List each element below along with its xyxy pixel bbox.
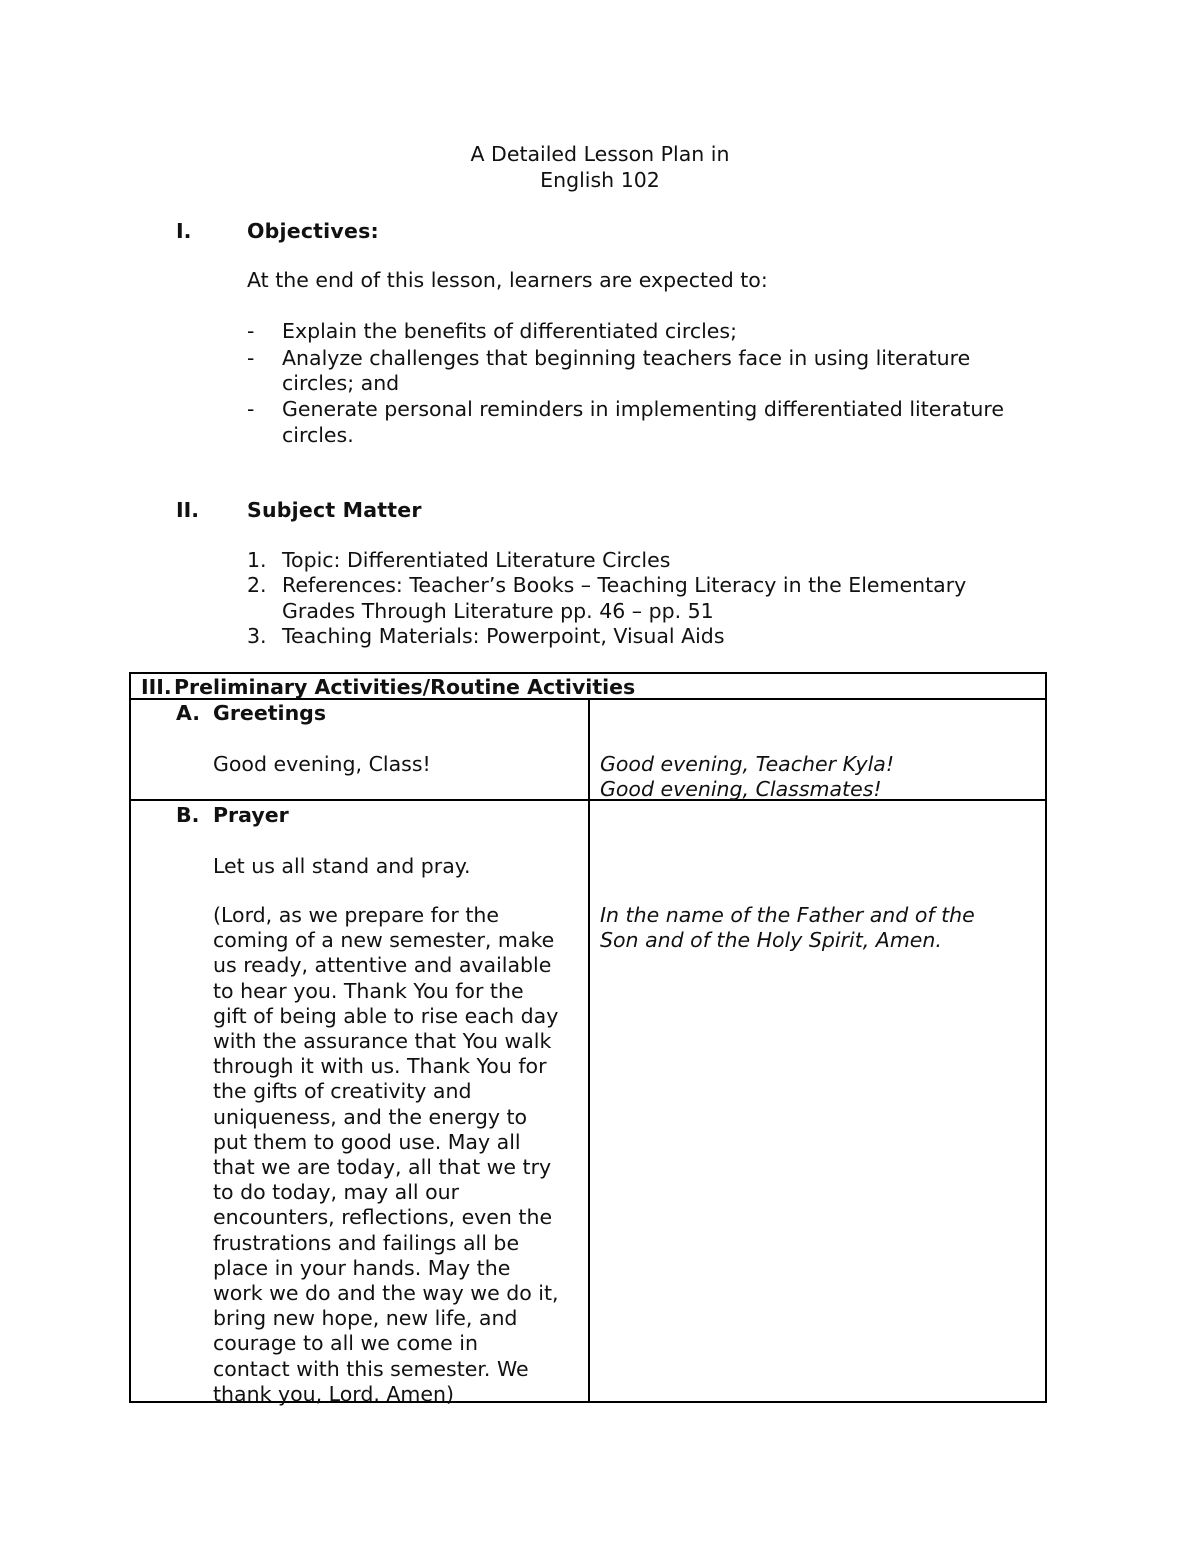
subject-references-line-1: References: Teacher’s Books – Teaching Literacy in the Elementary (282, 573, 967, 597)
objective-2-line-2: circles; and (282, 371, 400, 395)
greetings-marker: A. (176, 701, 201, 725)
subject-references-line-2: Grades Through Literature pp. 46 – pp. 51 (282, 599, 714, 623)
objective-3-line-1: Generate personal reminders in implementing differentiated literature (282, 397, 1004, 421)
prayer-line: frustrations and failings all be (213, 1230, 520, 1255)
prayer-line: place in your hands. May the (213, 1255, 511, 1280)
prayer-line: that we are today, all that we try (213, 1155, 552, 1180)
prayer-line: coming of a new semester, make (213, 928, 555, 953)
list-number: 1. (247, 548, 267, 572)
list-number: 3. (247, 624, 267, 648)
list-number: 2. (247, 573, 267, 597)
prayer-line: through it with us. Thank You for (213, 1054, 547, 1079)
document-title-line-2: English 102 (540, 168, 660, 192)
greetings-title: Greetings (213, 701, 327, 725)
greetings-student-line-2: Good evening, Classmates! (600, 777, 882, 801)
section-1-numeral: I. (176, 219, 192, 243)
subject-materials: Teaching Materials: Powerpoint, Visual Aids (282, 624, 725, 648)
prayer-teacher-intro: Let us all stand and pray. (213, 854, 471, 878)
section-2-heading: Subject Matter (247, 498, 422, 522)
bullet-marker: - (247, 319, 255, 343)
document-title-line-1: A Detailed Lesson Plan in (470, 142, 730, 166)
section-1-heading: Objectives: (247, 219, 379, 243)
prayer-title: Prayer (213, 803, 289, 827)
prayer-line: to hear you. Thank You for the (213, 978, 524, 1003)
bullet-marker: - (247, 346, 255, 370)
prayer-line: work we do and the way we do it, (213, 1281, 559, 1306)
greetings-student-line-1: Good evening, Teacher Kyla! (600, 752, 895, 776)
objective-1: Explain the benefits of differentiated circles; (282, 319, 737, 343)
prayer-line: encounters, reflections, even the (213, 1205, 553, 1230)
objective-3-line-2: circles. (282, 423, 354, 447)
prayer-line: to do today, may all our (213, 1180, 460, 1205)
table-header-numeral: III. (141, 675, 172, 699)
prayer-line: the gifts of creativity and (213, 1079, 472, 1104)
objective-2-line-1: Analyze challenges that beginning teachers face in using literature (282, 346, 971, 370)
prayer-line: courage to all we come in (213, 1331, 478, 1356)
prayer-student-line-2: Son and of the Holy Spirit, Amen. (600, 928, 942, 952)
subject-topic: Topic: Differentiated Literature Circles (282, 548, 671, 572)
prayer-line: us ready, attentive and available (213, 953, 552, 978)
prayer-line: contact with this semester. We (213, 1356, 529, 1381)
section-2-numeral: II. (176, 498, 200, 522)
prayer-line: bring new hope, new life, and (213, 1306, 518, 1331)
prayer-line: put them to good use. May all (213, 1129, 521, 1154)
prayer-text (213, 903, 593, 1407)
prayer-line: thank you, Lord. Amen) (213, 1381, 454, 1406)
prayer-line: gift of being able to rise each day (213, 1003, 559, 1028)
prayer-line: (Lord, as we prepare for the (213, 903, 499, 927)
bullet-marker: - (247, 397, 255, 421)
prayer-line: with the assurance that You walk (213, 1029, 552, 1054)
prayer-marker: B. (176, 803, 200, 827)
objectives-intro: At the end of this lesson, learners are expected to: (247, 268, 768, 292)
prayer-student-line-1: In the name of the Father and of the (600, 903, 975, 927)
table-header-title: Preliminary Activities/Routine Activities (174, 675, 636, 699)
greetings-teacher-line: Good evening, Class! (213, 752, 431, 776)
activities-table (129, 672, 1047, 1406)
prayer-line: uniqueness, and the energy to (213, 1104, 528, 1129)
